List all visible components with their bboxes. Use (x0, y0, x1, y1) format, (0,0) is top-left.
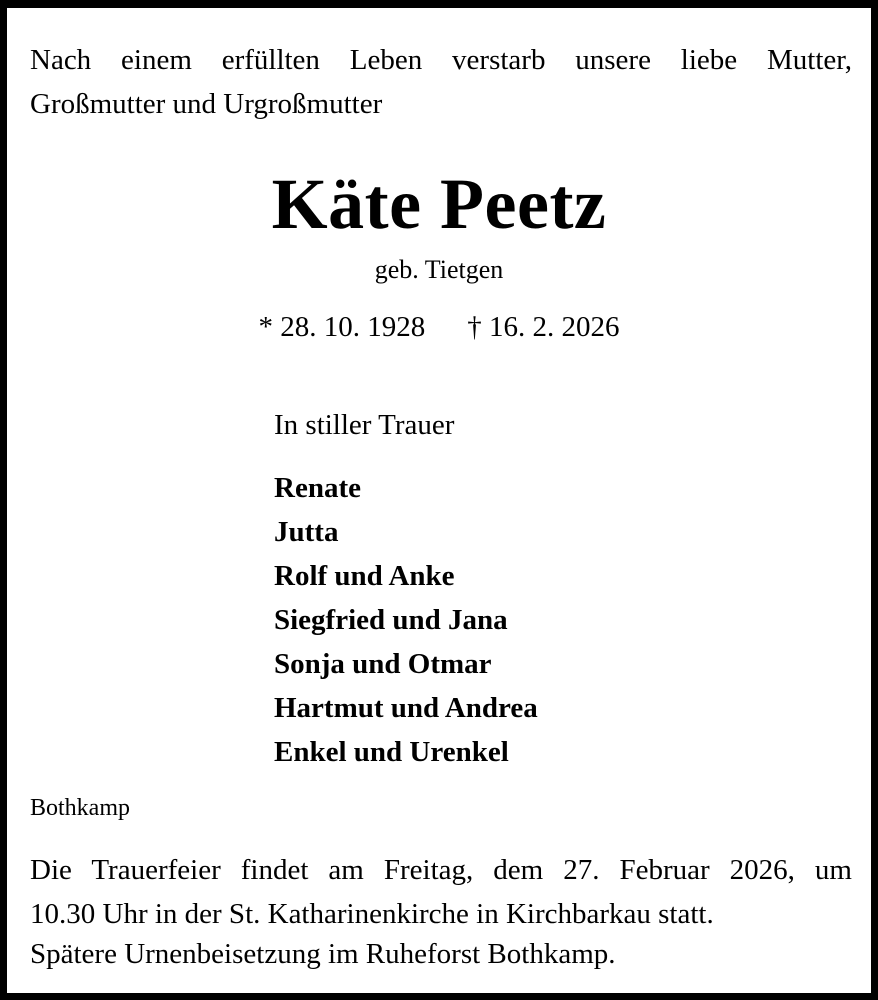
mourner: Enkel und Urenkel (274, 736, 509, 768)
obituary-notice (7, 8, 871, 993)
mourning-phrase: In stiller Trauer (274, 409, 455, 441)
mourners-list (274, 466, 538, 774)
mourner: Siegfried und Jana (274, 604, 508, 636)
mourner: Hartmut und Andrea (274, 692, 538, 724)
deceased-name: Käte Peetz (271, 164, 607, 244)
mourner: Renate (274, 472, 361, 504)
death-date: † 16. 2. 2026 (467, 311, 620, 343)
place-name: Bothkamp (30, 795, 130, 821)
maiden-name: geb. Tietgen (374, 255, 504, 284)
mourner: Rolf und Anke (274, 560, 455, 592)
intro-line-1: Nach einem erfüllten Leben verstarb unsere liebe Mutter, (30, 44, 852, 76)
service-info (30, 848, 852, 936)
birth-date: * 28. 10. 1928 (258, 311, 426, 343)
intro-text (30, 38, 852, 126)
mourner: Sonja und Otmar (274, 648, 492, 680)
intro-line-2: Großmutter und Urgroßmutter (30, 88, 383, 120)
life-dates (7, 313, 871, 342)
mourner: Jutta (274, 516, 339, 548)
service-line-1: Die Trauerfeier findet am Freitag, dem 27. Februar 2026, um (30, 854, 852, 886)
service-line-2: 10.30 Uhr in der St. Katharinenkirche in Kirchbarkau statt. (30, 898, 714, 930)
burial-info: Spätere Urnenbeisetzung im Ruheforst Bothkamp. (30, 938, 616, 970)
